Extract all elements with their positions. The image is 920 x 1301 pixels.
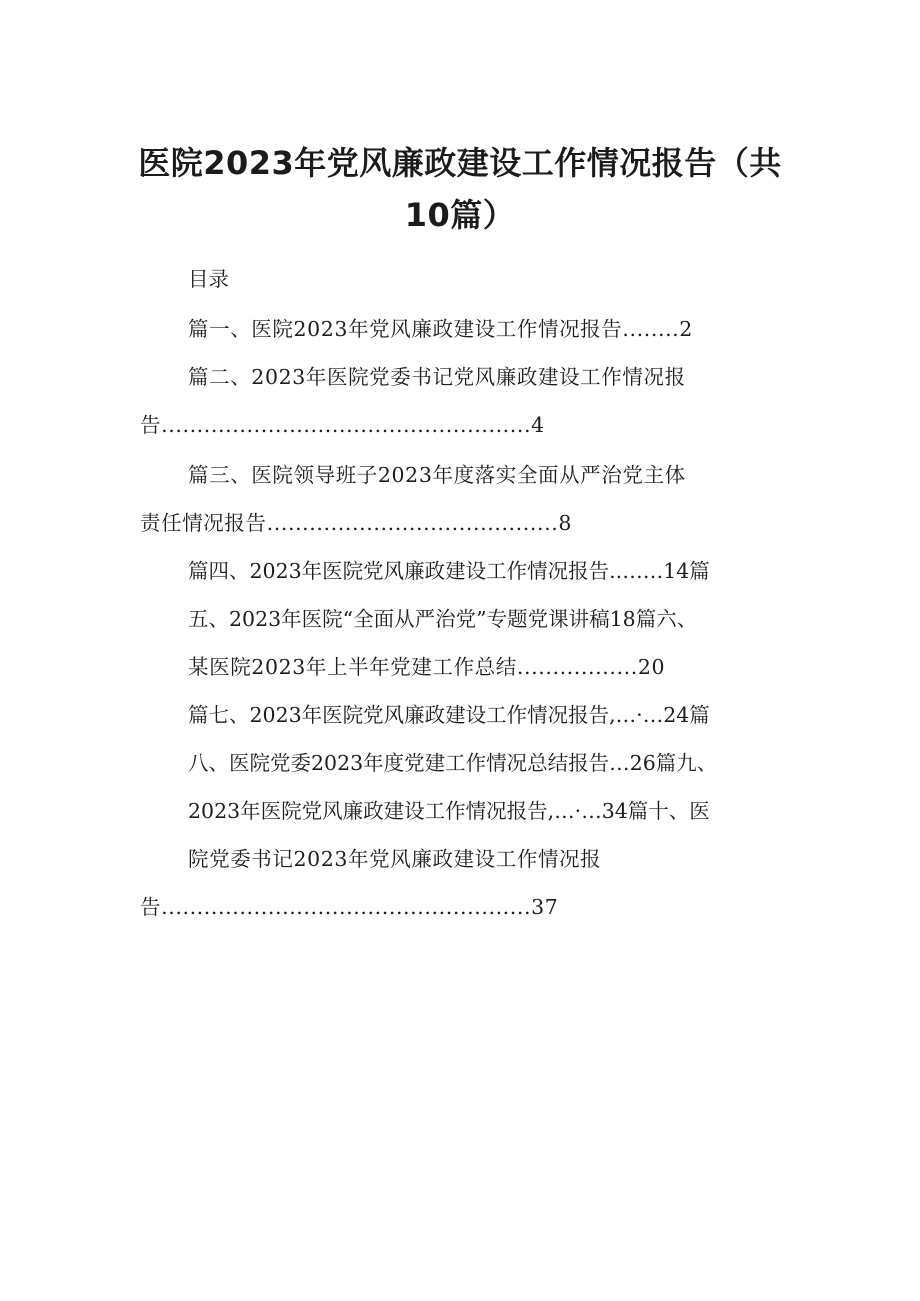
document-title-line-1: 医院2023年党风廉政建设工作情况报告（共 (138, 144, 782, 182)
toc-line: 篇三、医院领导班子2023年度落实全面从严治党主体 (188, 463, 686, 487)
toc-line: 告....................................................37 (140, 895, 559, 919)
toc-line: 某医院2023年上半年党建工作总结.................20 (188, 655, 666, 679)
toc-line: 告....................................................4 (140, 413, 545, 437)
toc-line: 篇七、2023年医院党风廉政建设工作情况报告,…·…24篇 (188, 703, 710, 727)
toc-line: 篇四、2023年医院党风廉政建设工作情况报告..……14篇 (188, 559, 710, 583)
toc-line: 五、2023年医院“全面从严治党”专题党课讲稿18篇六、 (188, 607, 698, 631)
toc-heading: 目录 (188, 267, 229, 291)
toc-line: 八、医院党委2023年度党建工作情况总结报告…26篇九、 (188, 751, 718, 775)
document-title-line-2: 10篇） (404, 196, 516, 234)
toc-line: 2023年医院党风廉政建设工作情况报告,…·…34篇十、医 (188, 799, 710, 823)
toc-line: 责任情况报告.........................................8 (140, 511, 573, 535)
toc-line: 篇一、医院2023年党风廉政建设工作情况报告........2 (188, 317, 693, 341)
toc-line: 篇二、2023年医院党委书记党风廉政建设工作情况报 (188, 365, 686, 389)
toc-line: 院党委书记2023年党风廉政建设工作情况报 (188, 847, 602, 871)
